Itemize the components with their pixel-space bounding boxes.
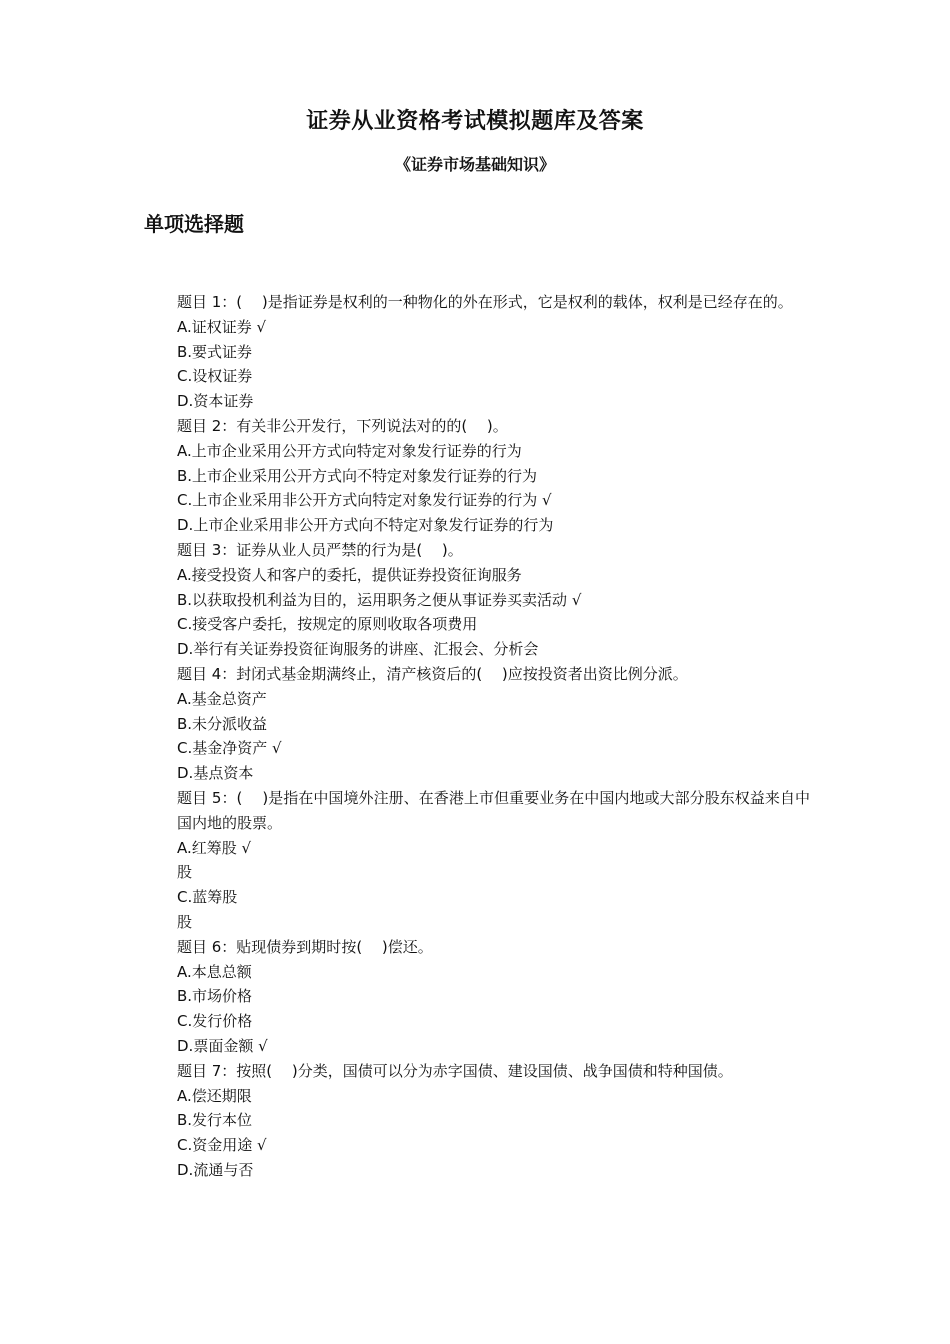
document-subtitle: 《证券市场基础知识》: [394, 155, 555, 174]
option-item: C.设权证券: [177, 367, 253, 386]
option-item: B.要式证券: [177, 342, 253, 361]
option-item: C.蓝筹股: [177, 888, 238, 907]
option-item: A.证权证券 √: [177, 317, 267, 336]
option-item: D.举行有关证券投资征询服务的讲座、汇报会、分析会: [177, 640, 539, 659]
question-text: 题目 1：( )是指证券是权利的一种物化的外在形式，它是权利的载体，权利是已经存在的。: [177, 293, 793, 311]
question-text: 题目 4：封闭式基金期满终止，清产核资后的( )应按投资者出资比例分派。: [177, 664, 688, 683]
option-item: B.市场价格: [177, 987, 253, 1006]
option-item: C.资金用途 √: [177, 1136, 267, 1155]
option-item: A.偿还期限: [177, 1086, 252, 1105]
question-text: 题目 6：贴现债券到期时按( )偿还。: [177, 937, 433, 956]
option-item: D.上市企业采用非公开方式向不特定对象发行证券的行为: [177, 516, 554, 535]
option-item: D.票面金额 √: [177, 1036, 268, 1055]
question-list: [144, 290, 810, 1183]
section-heading: 单项选择题: [144, 212, 244, 236]
option-item: A.红筹股 √: [177, 838, 252, 857]
option-item: B.以获取投机利益为目的，运用职务之便从事证券买卖活动 √: [177, 590, 582, 609]
question-text: 题目 5：( )是指在中国境外注册、在香港上市但重要业务在中国内地或大部分股东权益来自中国内地的股票。: [177, 788, 810, 832]
question-text: 题目 3：证券从业人员严禁的行为是( )。: [177, 540, 463, 559]
document-title: 证券从业资格考试模拟题库及答案: [306, 109, 644, 134]
option-item: D.资本证券: [177, 392, 254, 411]
option-item: 股: [177, 863, 193, 882]
option-item: B.未分派收益: [177, 714, 268, 733]
option-item: B.发行本位: [177, 1111, 253, 1130]
option-item: D.基点资本: [177, 764, 254, 783]
option-item: A.本息总额: [177, 962, 252, 981]
question-text: 题目 2：有关非公开发行，下列说法对的的( )。: [177, 416, 508, 435]
option-item: C.发行价格: [177, 1012, 253, 1031]
option-item: C.上市企业采用非公开方式向特定对象发行证券的行为 √: [177, 491, 552, 510]
option-item: C.基金净资产 √: [177, 739, 282, 758]
option-item: A.基金总资产: [177, 689, 267, 708]
option-item: B.上市企业采用公开方式向不特定对象发行证券的行为: [177, 466, 538, 485]
option-item: A.上市企业采用公开方式向特定对象发行证券的行为: [177, 441, 522, 460]
option-item: A.接受投资人和客户的委托，提供证券投资征询服务: [177, 565, 522, 584]
option-item: 股: [177, 912, 193, 931]
option-item: C.接受客户委托，按规定的原则收取各项费用: [177, 615, 478, 634]
option-item: D.流通与否: [177, 1160, 254, 1179]
question-text: 题目 7：按照( )分类，国债可以分为赤字国债、建设国债、战争国债和特种国债。: [177, 1061, 733, 1080]
